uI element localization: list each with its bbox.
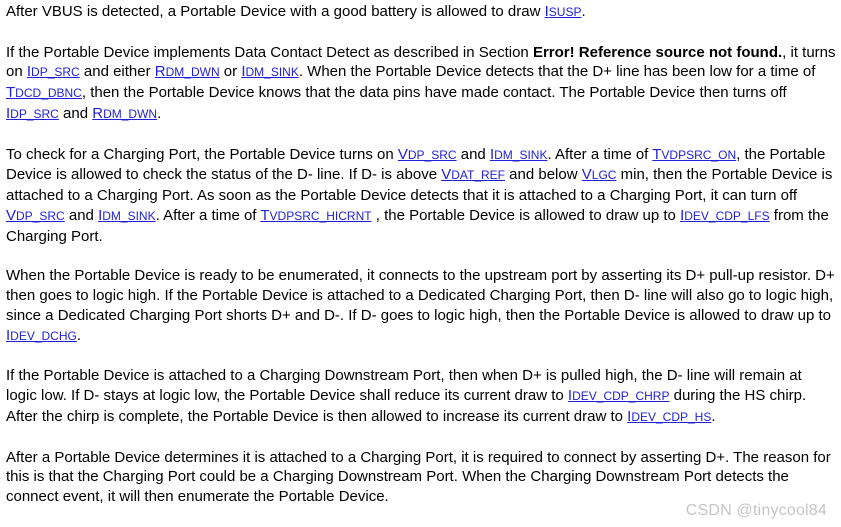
text: To check for a Charging Port, the Portable Device turns on	[6, 145, 398, 163]
idev-dchg-link[interactable]: IDEV_DCHG	[6, 326, 77, 344]
reference-error-text: Error! Reference source not found.	[532, 43, 783, 61]
rdm-dwn-link[interactable]: RDM_DWN	[154, 63, 220, 81]
idp-src-link[interactable]: IDP_SRC	[26, 63, 80, 81]
idm-sink-link-2[interactable]: IDM_SINK	[489, 145, 548, 163]
idev-cdp-lfs-link[interactable]: IDEV_CDP_LFS	[680, 206, 770, 224]
vlgc-link[interactable]: VLGC	[581, 166, 617, 184]
idev-cdp-hs-link[interactable]: IDEV_CDP_HS	[627, 407, 712, 425]
idm-sink-link[interactable]: IDM_SINK	[241, 63, 299, 81]
text: If the Portable Device implements Data Contact Detect as described in Section	[6, 43, 533, 61]
text: min, then the Portable Device is attached to a Charging Port. As soon as the Portable Device detects that it is attached to a Charging Port, it can turn off	[6, 166, 833, 205]
document-body	[6, 2, 836, 527]
vdat-ref-link[interactable]: VDAT_REF	[441, 166, 506, 184]
vdp-src-link-2[interactable]: VDP_SRC	[6, 206, 65, 224]
text: and	[64, 206, 99, 224]
text: When the Portable Device is ready to be enumerated, it connects to the upstream port by asserting its D+ pull-up resistor. D+ then goes to logic high. If the Portable Device is attached to a Dedicated Charging Port, then D- line will also go to logic high, since a Dedicated Charging Port shorts D+ and D-. If D- goes to logic high, then the Portable Device is allowed to draw up to	[6, 267, 835, 324]
text: If the Portable Device is attached to a Charging Downstream Port, then when D+ is pulled high, the D- line will remain at logic low. If D- stays at logic low, the Portable Device shall reduce its current draw to	[6, 367, 802, 405]
vdp-src-link[interactable]: VDP_SRC	[397, 145, 457, 163]
rdm-dwn-link-2[interactable]: RDM_DWN	[92, 104, 158, 122]
tvdpsrc-on-link[interactable]: TVDPSRC_ON	[652, 145, 737, 163]
paragraph-vbus	[6, 2, 836, 23]
tvdpsrc-hicrnt-link[interactable]: TVDPSRC_HICRNT	[260, 206, 372, 224]
text: .	[711, 407, 716, 425]
idev-cdp-chrp-link[interactable]: IDEV_CDP_CHRP	[567, 387, 670, 405]
text: and	[456, 145, 490, 163]
paragraph-cdp	[6, 366, 836, 427]
text: After a Portable Device determines it is attached to a Charging Port, it is required to connect by asserting D+. The reason for this is that the Charging Port could be a Charging Downstream Port. When the Charging Downstream Port detects the connect event, it will then enumerate the Portable Device.	[6, 448, 831, 506]
paragraph-dcd	[6, 43, 836, 125]
paragraph-connect	[6, 448, 836, 507]
text: . After a time of	[155, 206, 261, 224]
idm-sink-link-3[interactable]: IDM_SINK	[98, 206, 156, 224]
text: , the Portable Device is allowed to check the status of the D- line. If D- is above	[6, 145, 826, 184]
text: . When the Portable Device detects that the D+ line has been low for a time of	[298, 63, 816, 81]
text: .	[157, 104, 162, 122]
text: from the Charging Port.	[6, 206, 829, 245]
text: or	[219, 63, 242, 81]
text: and	[58, 104, 93, 122]
idp-src-link-2[interactable]: IDP_SRC	[6, 104, 59, 122]
text: during the HS chirp. After the chirp is complete, the Portable Device is then allowed to increase its current draw to	[6, 387, 807, 425]
isusp-link[interactable]: ISUSP	[544, 3, 582, 20]
paragraph-enumeration	[6, 266, 836, 346]
text: . After a time of	[547, 145, 653, 163]
text: , the Portable Device is allowed to draw up to	[371, 206, 681, 224]
text: , then the Portable Device knows that the data pins have made contact. The Portable Device then turns off	[81, 84, 787, 102]
text: , it turns on	[6, 43, 836, 81]
text: .	[581, 3, 586, 20]
tdcd-dbnc-link[interactable]: TDCD_DBNC	[6, 84, 82, 102]
paragraph-charging-port-check	[6, 145, 836, 247]
text: and either	[79, 63, 155, 81]
watermark: CSDN @tinycool84	[685, 502, 827, 519]
text: and below	[505, 166, 582, 184]
text: After VBUS is detected, a Portable Device with a good battery is allowed to draw	[6, 3, 545, 20]
text: .	[76, 326, 82, 344]
